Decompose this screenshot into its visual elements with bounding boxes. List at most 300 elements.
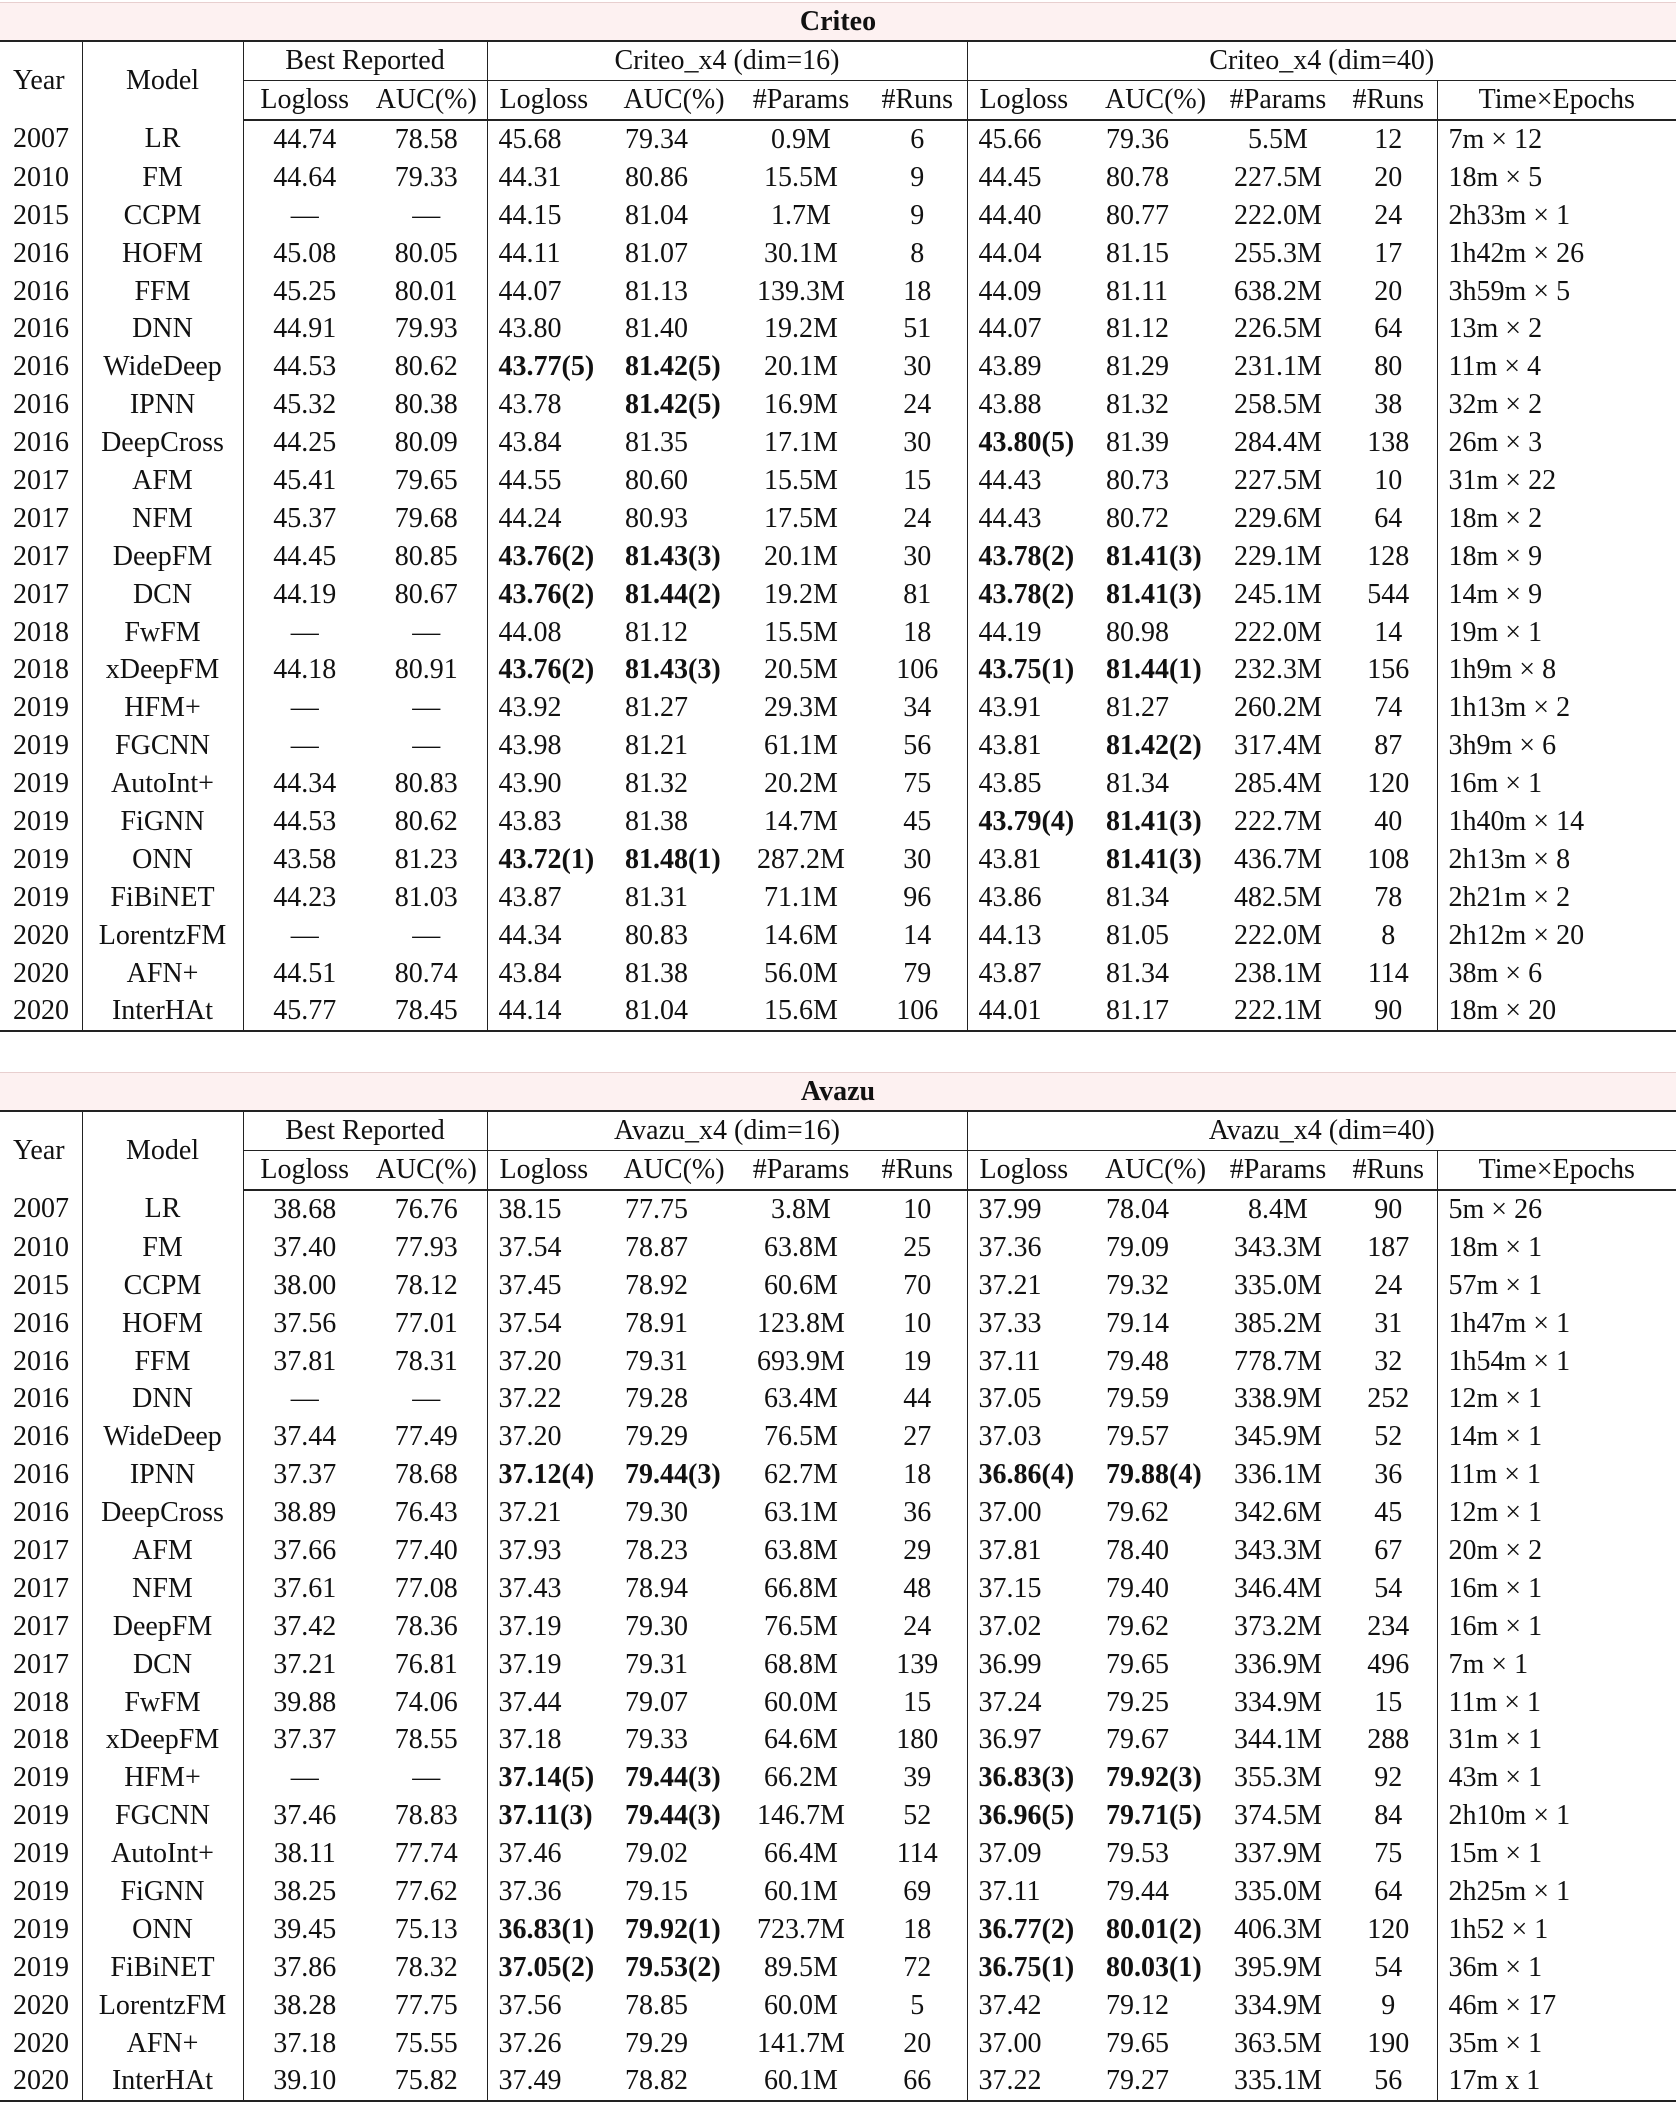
cell-dim40-time-epochs: 3h9m × 6 bbox=[1448, 730, 1557, 762]
cell-dim40-time-epochs: 12m × 1 bbox=[1448, 1497, 1543, 1529]
cell-dim16-runs: 114 bbox=[868, 1835, 967, 1873]
cell-best-logloss: 38.00 bbox=[273, 1269, 337, 1301]
cell-dim16-auc: 79.44(3) bbox=[625, 1459, 721, 1491]
cell-dim40-time-epochs: 11m × 1 bbox=[1448, 1686, 1542, 1718]
cell-dim16-params: 63.4M bbox=[764, 1383, 838, 1415]
cell-dim40-runs: 120 bbox=[1340, 765, 1437, 803]
cell-dim40-auc: 79.27 bbox=[1095, 2062, 1216, 2101]
cell-dim16-auc: 81.27 bbox=[625, 692, 688, 724]
cell-dim40-runs: 187 bbox=[1340, 1229, 1437, 1267]
cell-best-logloss: 38.25 bbox=[273, 1875, 337, 1907]
cell-dim40-runs: 252 bbox=[1340, 1380, 1437, 1418]
cell-dim40-auc: 79.12 bbox=[1106, 1989, 1169, 2021]
cell-model: FGCNN bbox=[82, 1797, 243, 1835]
cell-best-auc: 80.01 bbox=[366, 273, 487, 311]
cell-dim40-time-epochs: 14m × 9 bbox=[1448, 578, 1543, 610]
cell-model: IPNN bbox=[82, 386, 243, 424]
cell-model: FwFM bbox=[82, 614, 243, 652]
cell-dim16-auc: 81.43(3) bbox=[625, 654, 721, 686]
cell-dim40-params: 258.5M bbox=[1234, 389, 1322, 421]
cell-dim40-logloss: 43.87 bbox=[978, 957, 1042, 989]
cell-dim40-auc: 81.29 bbox=[1106, 351, 1169, 383]
cell-dim40-auc: 80.72 bbox=[1106, 502, 1169, 534]
table-row bbox=[0, 120, 1676, 159]
cell-dim40-logloss: 44.07 bbox=[978, 313, 1042, 345]
cell-dim16-auc: 80.83 bbox=[625, 919, 688, 951]
cell-dim40-params: 285.4M bbox=[1234, 768, 1322, 800]
col-header-runs: #Runs bbox=[1340, 1151, 1437, 1191]
table-row bbox=[0, 1418, 1676, 1456]
cell-best-auc: 80.62 bbox=[366, 803, 487, 841]
avazu-table-body bbox=[0, 1190, 1676, 2101]
cell-dim16-auc: 81.12 bbox=[625, 616, 688, 648]
cell-dim40-params: 334.9M bbox=[1234, 1686, 1322, 1718]
cell-dim40-logloss: 36.97 bbox=[978, 1724, 1042, 1756]
criteo-table-section bbox=[0, 2, 1676, 1032]
cell-dim40-params: 222.0M bbox=[1234, 616, 1322, 648]
cell-dim40-time-epochs: 2h10m × 1 bbox=[1448, 1800, 1571, 1832]
cell-dim16-auc: 81.13 bbox=[625, 275, 688, 307]
cell-dim16-params: 71.1M bbox=[764, 881, 838, 913]
table-row bbox=[0, 1570, 1676, 1608]
cell-year: 2020 bbox=[0, 917, 82, 955]
cell-dim40-logloss: 43.85 bbox=[978, 768, 1042, 800]
cell-dim40-time-epochs: 14m × 1 bbox=[1448, 1421, 1543, 1453]
cell-dim40-runs: 64 bbox=[1340, 500, 1437, 538]
cell-model: FM bbox=[82, 1229, 243, 1267]
cell-dim40-logloss: 43.79(4) bbox=[978, 805, 1075, 837]
cell-dim40-params: 222.0M bbox=[1234, 199, 1322, 231]
cell-dim40-params: 245.1M bbox=[1234, 578, 1322, 610]
cell-dim40-logloss: 43.89 bbox=[978, 351, 1042, 383]
cell-dim16-logloss: 43.83 bbox=[498, 805, 562, 837]
cell-dim16-logloss: 43.84 bbox=[498, 957, 562, 989]
cell-dim16-logloss: 37.93 bbox=[498, 1534, 562, 1566]
col-header-auc: AUC(%) bbox=[1095, 81, 1216, 121]
cell-dim40-time-epochs: 32m × 2 bbox=[1448, 389, 1543, 421]
table-row bbox=[0, 1797, 1676, 1835]
cell-best-logloss: 44.53 bbox=[273, 351, 337, 383]
cell-dim16-auc: 81.04 bbox=[625, 199, 688, 231]
cell-best-logloss: 45.77 bbox=[243, 992, 366, 1031]
cell-dim40-logloss: 36.77(2) bbox=[978, 1913, 1075, 1945]
cell-dim16-params: 20.1M bbox=[764, 351, 838, 383]
cell-year: 2019 bbox=[0, 727, 82, 765]
cell-best-auc: 80.05 bbox=[366, 235, 487, 273]
cell-best-auc: 80.38 bbox=[366, 386, 487, 424]
cell-best-auc: 80.09 bbox=[366, 424, 487, 462]
cell-dim16-auc: 81.38 bbox=[625, 957, 688, 989]
cell-year: 2020 bbox=[0, 2062, 82, 2101]
cell-dim40-runs: 32 bbox=[1340, 1343, 1437, 1381]
cell-best-logloss: — bbox=[290, 1383, 319, 1415]
cell-dim40-params: 222.1M bbox=[1216, 992, 1340, 1031]
cell-dim40-runs: 156 bbox=[1340, 651, 1437, 689]
cell-model: LR bbox=[82, 1190, 243, 1229]
cell-dim40-logloss: 44.01 bbox=[967, 992, 1095, 1031]
cell-dim40-logloss: 37.11 bbox=[978, 1345, 1041, 1377]
cell-dim16-runs: 18 bbox=[868, 614, 967, 652]
col-header-auc: AUC(%) bbox=[1095, 1151, 1216, 1191]
cell-dim16-params: 16.9M bbox=[764, 389, 838, 421]
col-header-logloss: Logloss bbox=[487, 1151, 614, 1191]
cell-dim40-logloss: 44.19 bbox=[978, 616, 1042, 648]
col-header-params: #Params bbox=[734, 1151, 868, 1191]
col-header-params: #Params bbox=[1216, 81, 1340, 121]
cell-year: 2016 bbox=[0, 386, 82, 424]
cell-dim40-auc: 79.09 bbox=[1106, 1231, 1169, 1263]
cell-model: AFN+ bbox=[82, 2025, 243, 2063]
table-row bbox=[0, 2025, 1676, 2063]
cell-dim16-logloss: 43.76(2) bbox=[498, 654, 595, 686]
cell-best-auc: 78.83 bbox=[366, 1797, 487, 1835]
cell-dim40-runs: 54 bbox=[1340, 1949, 1437, 1987]
cell-year: 2015 bbox=[0, 197, 82, 235]
table-row bbox=[0, 1343, 1676, 1381]
table-row bbox=[0, 576, 1676, 614]
cell-dim16-logloss: 37.56 bbox=[498, 1989, 562, 2021]
cell-model: DCN bbox=[82, 576, 243, 614]
cell-dim16-auc: 79.92(1) bbox=[625, 1913, 721, 1945]
cell-model: xDeepFM bbox=[82, 651, 243, 689]
cell-best-logloss: 44.91 bbox=[273, 313, 337, 345]
cell-year: 2007 bbox=[0, 1190, 82, 1229]
cell-dim40-auc: 78.40 bbox=[1106, 1534, 1169, 1566]
cell-dim40-params: 227.5M bbox=[1234, 464, 1322, 496]
cell-dim40-auc: 81.17 bbox=[1095, 992, 1216, 1031]
cell-dim40-runs: 12 bbox=[1340, 120, 1437, 159]
cell-dim40-time-epochs: 11m × 1 bbox=[1448, 1459, 1542, 1491]
cell-dim40-logloss: 37.00 bbox=[978, 2027, 1042, 2059]
cell-model: AutoInt+ bbox=[82, 1835, 243, 1873]
cell-dim40-logloss: 44.13 bbox=[978, 919, 1042, 951]
cell-dim40-logloss: 36.99 bbox=[978, 1648, 1042, 1680]
cell-dim40-params: 638.2M bbox=[1234, 275, 1322, 307]
cell-dim40-auc: 79.71(5) bbox=[1106, 1800, 1202, 1832]
cell-dim40-runs: 52 bbox=[1340, 1418, 1437, 1456]
cell-dim16-logloss: 43.72(1) bbox=[498, 843, 595, 875]
cell-best-auc: 74.06 bbox=[366, 1684, 487, 1722]
cell-model: WideDeep bbox=[82, 348, 243, 386]
cell-year: 2019 bbox=[0, 1949, 82, 1987]
cell-dim40-params: 334.9M bbox=[1234, 1989, 1322, 2021]
cell-best-logloss: 37.81 bbox=[273, 1345, 337, 1377]
table-row bbox=[0, 235, 1676, 273]
cell-model: DCN bbox=[82, 1646, 243, 1684]
cell-dim16-auc: 81.31 bbox=[625, 881, 688, 913]
cell-dim16-params: 723.7M bbox=[757, 1913, 845, 1945]
cell-dim16-runs: 81 bbox=[868, 576, 967, 614]
cell-best-logloss: 37.21 bbox=[273, 1648, 337, 1680]
cell-dim16-params: 63.1M bbox=[764, 1497, 838, 1529]
cell-dim16-auc: 79.28 bbox=[625, 1383, 688, 1415]
cell-dim40-runs: 64 bbox=[1340, 1873, 1437, 1911]
cell-dim40-runs: 92 bbox=[1340, 1759, 1437, 1797]
cell-best-logloss: 45.41 bbox=[273, 464, 337, 496]
col-header-logloss: Logloss bbox=[967, 1151, 1095, 1191]
cell-dim16-runs: 20 bbox=[868, 2025, 967, 2063]
cell-dim16-logloss: 43.92 bbox=[498, 692, 562, 724]
cell-dim16-params: 15.5M bbox=[764, 161, 838, 193]
cell-dim40-logloss: 43.91 bbox=[978, 692, 1042, 724]
cell-dim40-time-epochs: 18m × 20 bbox=[1437, 992, 1676, 1031]
cell-dim16-runs: 10 bbox=[868, 1305, 967, 1343]
table-row bbox=[0, 992, 1676, 1031]
cell-dim40-time-epochs: 20m × 2 bbox=[1448, 1534, 1543, 1566]
cell-dim16-runs: 30 bbox=[868, 424, 967, 462]
cell-best-logloss: 37.40 bbox=[273, 1231, 337, 1263]
cell-dim40-time-epochs: 7m × 12 bbox=[1448, 123, 1543, 155]
cell-dim16-logloss: 37.14(5) bbox=[498, 1762, 595, 1794]
cell-dim16-auc: 79.07 bbox=[625, 1686, 688, 1718]
col-header-logloss: Logloss bbox=[967, 81, 1095, 121]
cell-dim16-logloss: 37.19 bbox=[498, 1648, 562, 1680]
col-header-auc: AUC(%) bbox=[614, 1151, 734, 1191]
cell-best-logloss: 44.19 bbox=[273, 578, 337, 610]
cell-dim16-params: 63.8M bbox=[764, 1534, 838, 1566]
col-header-params: #Params bbox=[734, 81, 868, 121]
model-header: Model bbox=[82, 41, 243, 120]
cell-dim16-runs: 66 bbox=[868, 2062, 967, 2101]
cell-best-logloss: — bbox=[290, 919, 319, 951]
col-header-auc: AUC(%) bbox=[366, 1151, 487, 1191]
cell-dim40-auc: 81.44(1) bbox=[1106, 654, 1202, 686]
cell-dim40-time-epochs: 2h33m × 1 bbox=[1448, 199, 1571, 231]
cell-dim40-time-epochs: 18m × 9 bbox=[1448, 540, 1543, 572]
table-row bbox=[0, 310, 1676, 348]
cell-dim16-auc: 78.85 bbox=[625, 1989, 688, 2021]
cell-dim40-auc: 79.59 bbox=[1106, 1383, 1169, 1415]
cell-best-logloss: — bbox=[290, 730, 319, 762]
cell-year: 2017 bbox=[0, 576, 82, 614]
cell-model: InterHAt bbox=[82, 992, 243, 1031]
cell-dim40-logloss: 44.04 bbox=[978, 237, 1042, 269]
cell-dim40-runs: 31 bbox=[1340, 1305, 1437, 1343]
cell-model: LR bbox=[82, 120, 243, 159]
cell-dim40-time-epochs: 43m × 1 bbox=[1448, 1762, 1543, 1794]
cell-dim16-logloss: 44.07 bbox=[498, 275, 562, 307]
cell-dim16-auc: 80.86 bbox=[625, 161, 688, 193]
cell-dim16-params: 20.1M bbox=[764, 540, 838, 572]
cell-dim16-params: 68.8M bbox=[764, 1648, 838, 1680]
table-row bbox=[0, 1987, 1676, 2025]
cell-best-logloss: 44.53 bbox=[273, 805, 337, 837]
cell-dim40-params: 406.3M bbox=[1234, 1913, 1322, 1945]
cell-year: 2018 bbox=[0, 1684, 82, 1722]
cell-dim40-auc: 79.88(4) bbox=[1106, 1459, 1202, 1491]
table-row bbox=[0, 1305, 1676, 1343]
col-header-logloss: Logloss bbox=[487, 81, 614, 121]
cell-dim40-time-epochs: 11m × 4 bbox=[1448, 351, 1542, 383]
cell-model: HOFM bbox=[82, 1305, 243, 1343]
cell-dim40-logloss: 43.75(1) bbox=[978, 654, 1075, 686]
cell-dim40-logloss: 44.09 bbox=[978, 275, 1042, 307]
cell-dim16-params: 141.7M bbox=[757, 2027, 845, 2059]
cell-best-auc: 78.12 bbox=[366, 1267, 487, 1305]
cell-model: DeepFM bbox=[82, 1608, 243, 1646]
cell-best-logloss: 37.37 bbox=[273, 1724, 337, 1756]
table-row bbox=[0, 273, 1676, 311]
cell-dim16-runs: 10 bbox=[868, 1190, 967, 1229]
avazu-table-section bbox=[0, 1072, 1676, 2102]
cell-year: 2019 bbox=[0, 803, 82, 841]
cell-dim40-time-epochs: 18m × 2 bbox=[1448, 502, 1543, 534]
cell-dim16-runs: 18 bbox=[868, 273, 967, 311]
cell-year: 2020 bbox=[0, 1987, 82, 2025]
cell-dim40-params: 229.6M bbox=[1234, 502, 1322, 534]
cell-dim40-auc: 81.39 bbox=[1106, 427, 1169, 459]
cell-model: HFM+ bbox=[82, 1759, 243, 1797]
cell-best-logloss: 44.64 bbox=[273, 161, 337, 193]
cell-dim40-runs: 67 bbox=[1340, 1532, 1437, 1570]
cell-dim40-params: 335.1M bbox=[1216, 2062, 1340, 2101]
cell-dim16-logloss: 37.54 bbox=[498, 1231, 562, 1263]
cell-dim16-params: 15.6M bbox=[734, 992, 868, 1031]
cell-year: 2015 bbox=[0, 1267, 82, 1305]
cell-dim40-params: 335.0M bbox=[1234, 1269, 1322, 1301]
cell-dim16-auc: 78.91 bbox=[625, 1307, 688, 1339]
cell-dim40-runs: 80 bbox=[1340, 348, 1437, 386]
cell-best-auc: 80.62 bbox=[366, 348, 487, 386]
table-row bbox=[0, 689, 1676, 727]
cell-best-auc: 76.81 bbox=[366, 1646, 487, 1684]
cell-dim16-runs: 25 bbox=[868, 1229, 967, 1267]
table-row bbox=[0, 462, 1676, 500]
cell-year: 2016 bbox=[0, 273, 82, 311]
cell-dim40-time-epochs: 7m × 1 bbox=[1448, 1648, 1529, 1680]
cell-dim16-auc: 80.60 bbox=[625, 464, 688, 496]
cell-model: FwFM bbox=[82, 1684, 243, 1722]
cell-dim16-runs: 18 bbox=[868, 1456, 967, 1494]
cell-dim40-params: 336.1M bbox=[1234, 1459, 1322, 1491]
cell-model: FGCNN bbox=[82, 727, 243, 765]
cell-dim16-auc: 81.07 bbox=[625, 237, 688, 269]
cell-year: 2019 bbox=[0, 1797, 82, 1835]
cell-dim16-params: 76.5M bbox=[764, 1421, 838, 1453]
cell-dim16-auc: 81.32 bbox=[625, 768, 688, 800]
cell-dim40-auc: 79.92(3) bbox=[1106, 1762, 1202, 1794]
cell-year: 2017 bbox=[0, 538, 82, 576]
cell-best-logloss: 44.51 bbox=[273, 957, 337, 989]
cell-dim16-runs: 79 bbox=[868, 955, 967, 993]
cell-dim40-runs: 90 bbox=[1340, 1190, 1437, 1229]
cell-best-logloss: 44.34 bbox=[273, 768, 337, 800]
cell-dim40-params: 317.4M bbox=[1234, 730, 1322, 762]
cell-model: DeepFM bbox=[82, 538, 243, 576]
cell-model: CCPM bbox=[82, 1267, 243, 1305]
cell-dim40-runs: 20 bbox=[1340, 273, 1437, 311]
cell-dim16-auc: 78.94 bbox=[625, 1572, 688, 1604]
cell-dim40-time-epochs: 16m × 1 bbox=[1448, 768, 1543, 800]
cell-dim16-runs: 39 bbox=[868, 1759, 967, 1797]
cell-dim16-auc: 79.44(3) bbox=[625, 1800, 721, 1832]
cell-dim40-params: 226.5M bbox=[1234, 313, 1322, 345]
cell-dim40-runs: 84 bbox=[1340, 1797, 1437, 1835]
table-row bbox=[0, 1759, 1676, 1797]
cell-dim16-runs: 9 bbox=[868, 159, 967, 197]
cell-dim40-runs: 138 bbox=[1340, 424, 1437, 462]
cell-dim16-params: 19.2M bbox=[764, 578, 838, 610]
cell-dim16-params: 0.9M bbox=[771, 123, 831, 155]
table-row bbox=[0, 1684, 1676, 1722]
table-row bbox=[0, 1456, 1676, 1494]
cell-dim40-runs: 14 bbox=[1340, 614, 1437, 652]
cell-year: 2016 bbox=[0, 1418, 82, 1456]
cell-dim16-runs: 5 bbox=[868, 1987, 967, 2025]
col-header-runs: #Runs bbox=[1340, 81, 1437, 121]
cell-model: xDeepFM bbox=[82, 1721, 243, 1759]
cell-dim16-logloss: 37.45 bbox=[498, 1269, 562, 1301]
table-row bbox=[0, 1267, 1676, 1305]
cell-dim16-params: 20.2M bbox=[764, 768, 838, 800]
cell-best-logloss: — bbox=[290, 692, 319, 724]
cell-dim40-auc: 79.62 bbox=[1106, 1610, 1169, 1642]
table-row bbox=[0, 1380, 1676, 1418]
cell-dim40-runs: 288 bbox=[1340, 1721, 1437, 1759]
cell-best-logloss: 37.56 bbox=[273, 1307, 337, 1339]
cell-dim16-runs: 24 bbox=[868, 386, 967, 424]
table-row bbox=[0, 1911, 1676, 1949]
cell-dim16-auc: 79.30 bbox=[625, 1610, 688, 1642]
table-row bbox=[0, 651, 1676, 689]
cell-year: 2016 bbox=[0, 310, 82, 348]
cell-dim16-logloss: 37.11(3) bbox=[498, 1800, 593, 1832]
cell-dim16-logloss: 37.54 bbox=[498, 1307, 562, 1339]
cell-dim40-auc: 81.41(3) bbox=[1106, 578, 1202, 610]
cell-dim16-runs: 69 bbox=[868, 1873, 967, 1911]
cell-dim16-params: 60.6M bbox=[764, 1269, 838, 1301]
cell-year: 2019 bbox=[0, 689, 82, 727]
cell-best-logloss: 45.25 bbox=[273, 275, 337, 307]
cell-dim40-params: 232.3M bbox=[1234, 654, 1322, 686]
cell-dim40-logloss: 44.45 bbox=[978, 161, 1042, 193]
cell-dim16-logloss: 37.21 bbox=[498, 1497, 562, 1529]
cell-model: LorentzFM bbox=[82, 1987, 243, 2025]
cell-dim40-time-epochs: 1h47m × 1 bbox=[1448, 1307, 1571, 1339]
cell-dim16-params: 62.7M bbox=[764, 1459, 838, 1491]
cell-dim16-logloss: 37.19 bbox=[498, 1610, 562, 1642]
cell-dim16-runs: 30 bbox=[868, 538, 967, 576]
cell-best-logloss: 38.89 bbox=[273, 1497, 337, 1529]
cell-dim40-auc: 81.11 bbox=[1106, 275, 1168, 307]
cell-best-logloss: 37.42 bbox=[273, 1610, 337, 1642]
cell-dim40-auc: 81.41(3) bbox=[1106, 843, 1202, 875]
cell-year: 2017 bbox=[0, 500, 82, 538]
cell-dim16-params: 17.1M bbox=[764, 427, 838, 459]
cell-dim16-params: 66.2M bbox=[764, 1762, 838, 1794]
cell-dim16-params: 693.9M bbox=[757, 1345, 845, 1377]
cell-year: 2016 bbox=[0, 1494, 82, 1532]
cell-year: 2019 bbox=[0, 1759, 82, 1797]
cell-dim40-time-epochs: 16m × 1 bbox=[1448, 1572, 1543, 1604]
cell-dim40-auc: 81.27 bbox=[1106, 692, 1169, 724]
cell-dim16-runs: 30 bbox=[868, 348, 967, 386]
col-header-runs: #Runs bbox=[868, 1151, 967, 1191]
cell-dim40-params: 335.0M bbox=[1234, 1875, 1322, 1907]
cell-best-logloss: 44.18 bbox=[273, 654, 337, 686]
cell-best-auc: 78.58 bbox=[366, 120, 487, 159]
cell-dim40-params: 284.4M bbox=[1234, 427, 1322, 459]
cell-best-auc: 77.01 bbox=[366, 1305, 487, 1343]
cell-best-auc: 80.83 bbox=[366, 765, 487, 803]
cell-model: AFM bbox=[82, 462, 243, 500]
cell-dim40-time-epochs: 31m × 1 bbox=[1448, 1724, 1543, 1756]
cell-dim16-params: 60.0M bbox=[764, 1989, 838, 2021]
cell-dim16-auc: 81.35 bbox=[625, 427, 688, 459]
cell-dim40-params: 374.5M bbox=[1234, 1800, 1322, 1832]
cell-dim40-runs: 24 bbox=[1340, 197, 1437, 235]
cell-dim40-time-epochs: 18m × 5 bbox=[1448, 161, 1543, 193]
